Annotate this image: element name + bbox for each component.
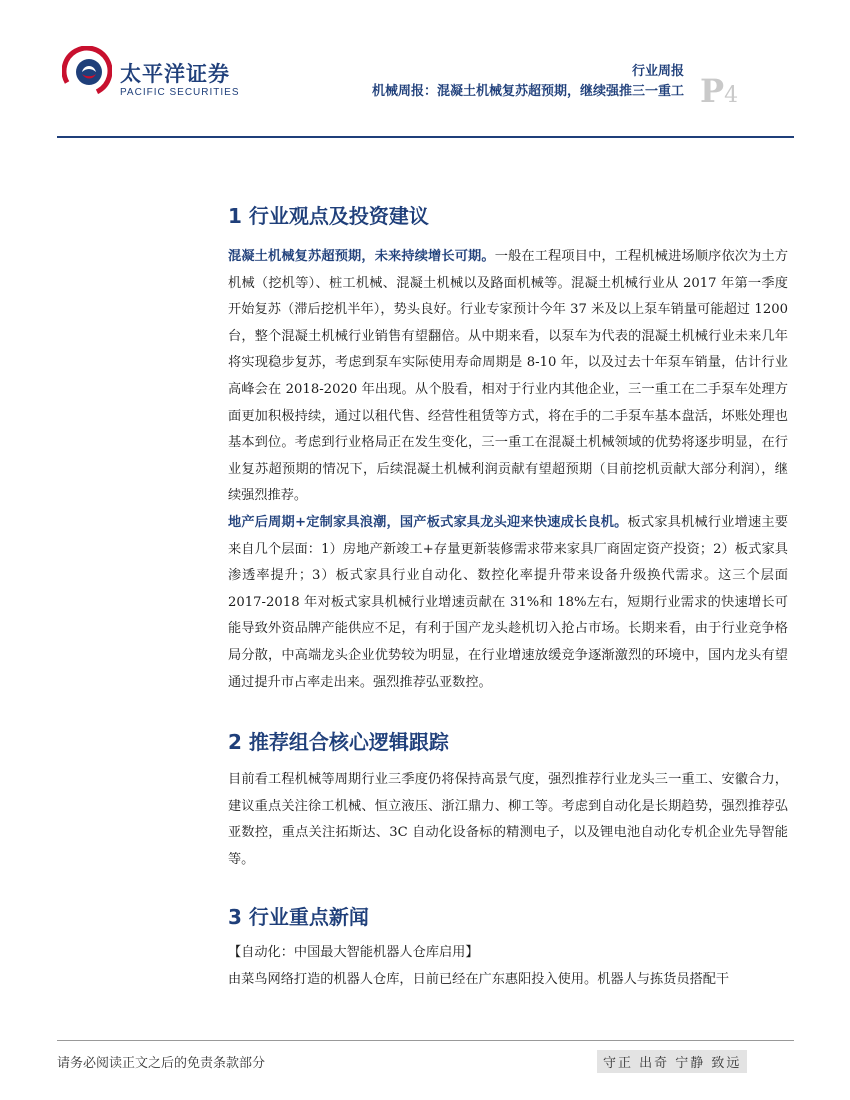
report-title: 机械周报：混凝土机械复苏超预期，继续强推三一重工 <box>371 84 684 99</box>
paragraph-text: 板式家具机械行业增速主要来自几个层面：1）房地产新竣工+存量更新装修需求带来家具厂商固定资产投资；2）板式家具渗透率提升；3）板式家具行业自动化、数控化率提升带来设备升级换代需求。这三个层面 2017-2018 年对板式家具机械行业增速贡献在 31%和 18%左右，短期行业需求的快速增长可能导致外资品牌产能供应不足，有利于国产龙头趁机切入抢占市场。长期来看，由于行业竞争格局分散，中高端龙头企业优势较为明显，在行业增速放缓竞争逐渐激烈的环境中，国内龙头有望通过提升市占率走出来。强烈推荐弘亚数控。 <box>228 514 788 690</box>
report-type: 行业周报 <box>631 64 684 79</box>
brand-name-en: PACIFIC SECURITIES <box>120 87 240 98</box>
footer-rule <box>57 1040 794 1041</box>
page-header <box>0 0 850 140</box>
section-title-2: 2 推荐组合核心逻辑跟踪 <box>228 730 449 755</box>
news-headline <box>228 940 788 967</box>
news-body <box>228 967 788 994</box>
paragraph-text: 目前看工程机械等周期行业三季度仍将保持高景气度，强烈推荐行业龙头三一重工、安徽合力，建议重点关注徐工机械、恒立液压、浙江鼎力、柳工等。考虑到自动化是长期趋势，强烈推荐弘亚数控，重点关注拓斯达、3C 自动化设备标的精测电子，以及锂电池自动化专机企业先导智能等。 <box>228 772 788 867</box>
paragraph-concrete-machinery <box>228 244 788 510</box>
page-number-prefix: P <box>700 72 725 110</box>
footer-disclaimer: 请务必阅读正文之后的免责条款部分 <box>57 1056 266 1071</box>
paragraph-portfolio-tracking <box>228 767 788 873</box>
paragraph-panel-furniture <box>228 510 788 696</box>
footer-motto: 守正 出奇 宁静 致远 <box>597 1050 747 1073</box>
header-rule <box>57 136 794 138</box>
brand-name-cn: 太平洋证券 <box>120 62 230 86</box>
page-number <box>700 72 738 110</box>
paragraph-lead: 混凝土机械复苏超预期，未来持续增长可期。 <box>228 249 495 264</box>
pacific-securities-logo-icon <box>62 46 112 96</box>
paragraph-text: 由菜鸟网络打造的机器人仓库，日前已经在广东惠阳投入使用。机器人与拣货员搭配干 <box>228 972 730 988</box>
section-title-3: 3 行业重点新闻 <box>228 905 369 930</box>
brand <box>120 63 240 98</box>
page-number-value: 4 <box>724 83 739 108</box>
report-body <box>228 200 788 994</box>
paragraph-text: 【自动化：中国最大智能机器人仓库启用】 <box>228 945 479 961</box>
paragraph-text: 一般在工程项目中，工程机械进场顺序依次为土方机械（挖机等）、桩工机械、混凝土机械以及路面机械等。混凝土机械行业从 2017 年第一季度开始复苏（滞后挖机半年），势头良好。行业专家预计今年 37 米及以上泵车销量可能超过 1200 台，整个混凝土机械行业销售有望翻倍。从中期来看，以泵车为代表的混凝土机械行业未来几年将实现稳步复苏，考虑到泵车实际使用寿命周期是 8-10 年，以及过去十年泵车销量，估计行业高峰会在 2018-2020 年出现。从个股看，相对于行业内其他企业，三一重工在二手泵车处理方面更加积极持续，通过以租代售、经营性租赁等方式，将在手的二手泵车基本盘活，坏账处理也基本到位。考虑到行业格局正在发生变化，三一重工在混凝土机械领域的优势将逐步明显，在行业复苏超预期的情况下，后续混凝土机械利润贡献有望超预期（目前挖机贡献大部分利润），继续强烈推荐。 <box>228 249 789 504</box>
section-title-1: 1 行业观点及投资建议 <box>228 204 429 228</box>
paragraph-lead: 地产后周期+定制家具浪潮，国产板式家具龙头迎来快速成长良机。 <box>228 514 628 530</box>
